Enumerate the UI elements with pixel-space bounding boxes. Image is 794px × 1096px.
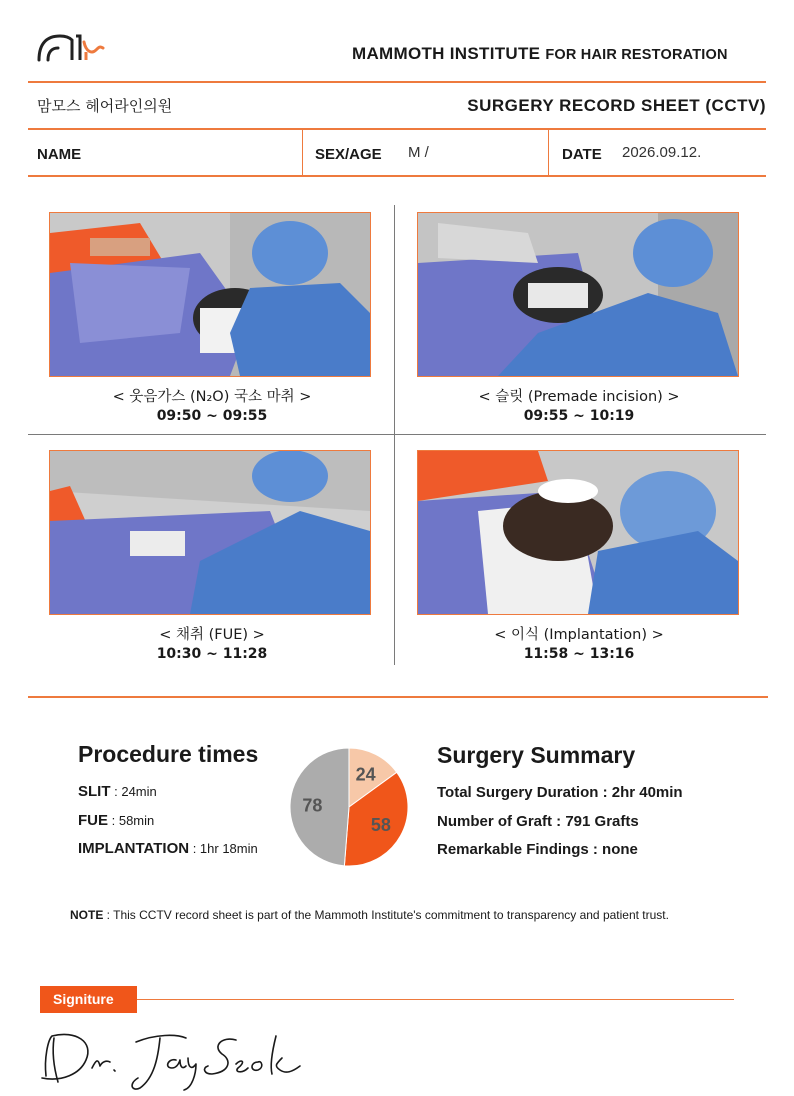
photo-caption (414, 388, 744, 426)
field-separator (548, 130, 549, 175)
cctv-photo-implantation (417, 450, 739, 615)
procedure-caption: < 채취 (FUE) > (159, 627, 265, 643)
procedure-time: 09:50 ~ 09:55 (156, 408, 268, 424)
procedure-item (78, 812, 154, 829)
brand-sub: FOR HAIR RESTORATION (545, 47, 728, 63)
surgery-summary-title: Surgery Summary (437, 742, 636, 768)
sheet-title: SURGERY RECORD SHEET (CCTV) (467, 96, 766, 115)
summary-duration: Total Surgery Duration : 2hr 40min (437, 784, 683, 801)
date-value: 2026.09.12. (622, 144, 702, 161)
name-label: NAME (37, 146, 82, 163)
section-divider (28, 696, 768, 698)
pie-label-implantation: 78 (302, 795, 323, 816)
procedure-item-value: : 24min (110, 784, 157, 799)
photo-caption (47, 388, 377, 426)
procedure-item-label: FUE (78, 812, 108, 829)
procedure-item (78, 840, 258, 857)
procedure-time: 11:58 ~ 13:16 (523, 646, 635, 662)
brand-main: MAMMOTH INSTITUTE (352, 44, 541, 63)
summary-findings: Remarkable Findings : none (437, 841, 638, 858)
note-label: NOTE (70, 908, 104, 922)
procedure-caption: < 이식 (Implantation) > (494, 627, 664, 643)
header-divider-mid (28, 128, 766, 130)
procedure-caption: < 슬릿 (Premade incision) > (478, 389, 680, 405)
procedure-time: 09:55 ~ 10:19 (523, 408, 635, 424)
procedure-item-label: IMPLANTATION (78, 840, 190, 857)
cctv-photo-fue (49, 450, 371, 615)
procedure-item-label: SLIT (78, 783, 111, 800)
brand-name (352, 44, 728, 64)
note-text: : This CCTV record sheet is part of the Mammoth Institute's commitment to transparency and patient trust. (103, 908, 669, 922)
date-label: DATE (562, 146, 602, 163)
signature-tag: Signiture (40, 986, 137, 1013)
procedure-time: 10:30 ~ 11:28 (156, 646, 268, 662)
procedure-caption: < 웃음가스 (N₂O) 국소 마취 > (112, 389, 312, 405)
procedure-times-title: Procedure times (78, 741, 259, 767)
summary-grafts: Number of Graft : 791 Grafts (437, 813, 639, 830)
procedure-item-value: : 1hr 18min (189, 841, 258, 856)
header-divider-bottom (28, 175, 766, 177)
sexage-value: M / (408, 144, 429, 161)
procedure-time-pie-chart (284, 742, 414, 872)
field-separator (302, 130, 303, 175)
header-divider-top (28, 81, 766, 83)
procedure-item-value: : 58min (108, 813, 155, 828)
mammoth-logo-icon (36, 30, 106, 64)
cctv-photo-slit (417, 212, 739, 377)
pie-label-fue: 58 (370, 814, 391, 835)
clinic-korean-name: 맘모스 헤어라인의원 (37, 97, 173, 115)
cctv-photo-anesthesia (49, 212, 371, 377)
grid-horizontal-divider (28, 434, 766, 435)
photo-caption (47, 626, 377, 664)
procedure-item (78, 783, 157, 800)
handwritten-signature (36, 1028, 306, 1092)
grid-vertical-divider (394, 205, 395, 665)
sexage-label: SEX/AGE (315, 146, 382, 163)
transparency-note (70, 908, 669, 922)
pie-label-slit: 24 (355, 764, 376, 785)
photo-caption (414, 626, 744, 664)
signature-line (137, 999, 734, 1000)
